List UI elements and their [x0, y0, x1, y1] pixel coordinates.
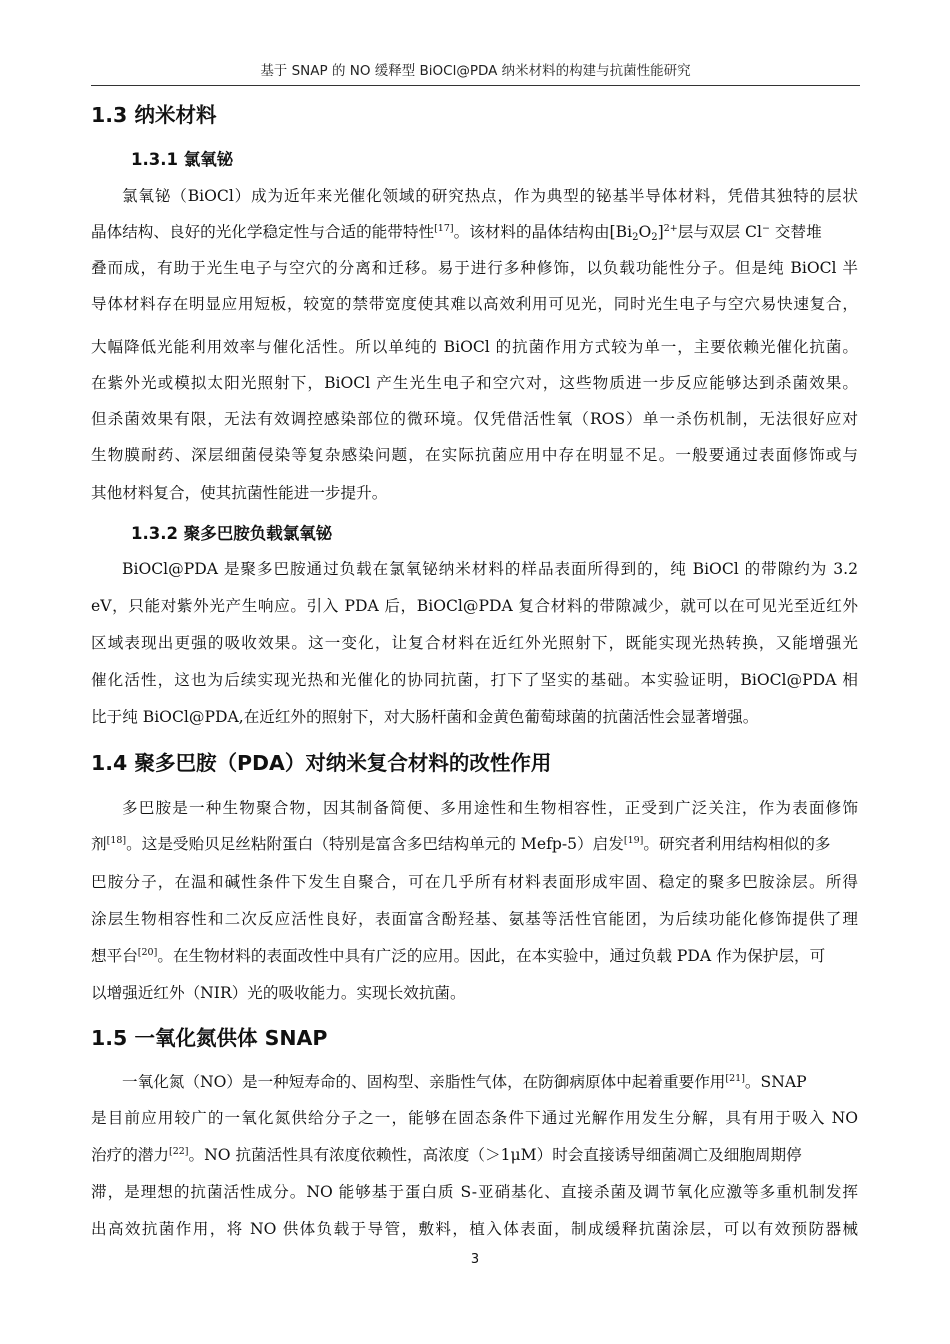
paragraph-line: 催化活性，这也为后续实现光热和光催化的协同抗菌，打下了坚实的基础。本实验证明，BiOCl@PDA 相 — [91, 671, 858, 689]
paragraph-line: 治疗的潜力[22]。NO 抗菌活性具有浓度依赖性，高浓度（＞1μM）时会直接诱导细菌凋亡及细胞周期停 — [91, 1146, 802, 1164]
running-header: 基于 SNAP 的 NO 缓释型 BiOCl@PDA 纳米材料的构建与抗菌性能研究 — [260, 63, 691, 79]
paragraph-line: 但杀菌效果有限，无法有效调控感染部位的微环境。仅凭借活性氧（ROS）单一杀伤机制，无法很好应对 — [91, 410, 858, 428]
paragraph-line: 生物膜耐药、深层细菌侵染等复杂感染问题，在实际抗菌应用中存在明显不足。一般要通过表面修饰或与 — [91, 446, 858, 464]
citation: [18] — [106, 835, 127, 846]
paragraph-line: 在紫外光或模拟太阳光照射下，BiOCl 产生光生电子和空穴对，这些物质进一步反应能够达到杀菌效果。 — [91, 374, 858, 392]
paragraph-line: 比于纯 BiOCl@PDA,在近红外的照射下，对大肠杆菌和金黄色葡萄球菌的抗菌活性会显著增强。 — [91, 708, 759, 726]
paragraph-line: 想平台[20]。在生物材料的表面改性中具有广泛的应用。因此，在本实验中，通过负载 PDA 作为保护层，可 — [91, 947, 826, 965]
citation: [22] — [168, 1146, 189, 1157]
paragraph-line: 剂[18]。这是受贻贝足丝粘附蛋白（特别是富含多巴结构单元的 Mefp-5）启发[19]。研究者利用结构相似的多 — [91, 835, 831, 853]
subsection-heading-1-3-1: 1.3.1 氯氧铋 — [131, 150, 234, 169]
section-heading-1-4: 1.4 聚多巴胺（PDA）对纳米复合材料的改性作用 — [91, 751, 552, 775]
paragraph-line: 涂层生物相容性和二次反应活性良好，表面富含酚羟基、氨基等活性官能团，为后续功能化修饰提供了理 — [91, 910, 858, 928]
paragraph-line: 大幅降低光能利用效率与催化活性。所以单纯的 BiOCl 的抗菌作用方式较为单一，主要依赖光催化抗菌。 — [91, 338, 858, 356]
paragraph-line: 巴胺分子，在温和碱性条件下发生自聚合，可在几乎所有材料表面形成牢固、稳定的聚多巴胺涂层。所得 — [91, 873, 858, 891]
citation: [17] — [434, 223, 454, 234]
citation: [21] — [725, 1073, 745, 1084]
citation: [19] — [623, 835, 644, 846]
section-heading-1-5: 1.5 一氧化氮供体 SNAP — [91, 1026, 328, 1050]
paragraph-line: 滞，是理想的抗菌活性成分。NO 能够基于蛋白质 S-亚硝基化、直接杀菌及调节氧化应激等多重机制发挥 — [91, 1183, 858, 1201]
paragraph-line: 氯氧铋（BiOCl）成为近年来光催化领域的研究热点，作为典型的铋基半导体材料，凭借其独特的层状 — [122, 187, 858, 205]
subsection-heading-1-3-2: 1.3.2 聚多巴胺负载氯氧铋 — [131, 524, 333, 543]
paragraph-line: BiOCl@PDA 是聚多巴胺通过负载在氯氧铋纳米材料的样品表面所得到的，纯 BiOCl 的带隙约为 3.2 — [122, 560, 858, 578]
citation: [20] — [137, 947, 158, 958]
header-rule — [91, 85, 860, 86]
paragraph-line: eV，只能对紫外光产生响应。引入 PDA 后，BiOCl@PDA 复合材料的带隙减少，就可以在可见光至近红外 — [91, 597, 858, 615]
paragraph-line: 一氧化氮（NO）是一种短寿命的、固构型、亲脂性气体，在防御病原体中起着重要作用[21]。SNAP — [122, 1073, 807, 1091]
paragraph-line: 导体材料存在明显应用短板，较宽的禁带宽度使其难以高效利用可见光，同时光生电子与空穴易快速复合， — [91, 295, 858, 313]
paragraph-line: 是目前应用较广的一氧化氮供给分子之一，能够在固态条件下通过光解作用发生分解，具有用于吸入 NO — [91, 1109, 858, 1127]
page-number: 3 — [470, 1252, 480, 1267]
paragraph-line: 以增强近红外（NIR）光的吸收能力。实现长效抗菌。 — [91, 984, 466, 1002]
paragraph-line: 多巴胺是一种生物聚合物，因其制备简便、多用途性和生物相容性，正受到广泛关注，作为表面修饰 — [122, 799, 858, 817]
paragraph-line: 出高效抗菌作用，将 NO 供体负载于导管，敷料，植入体表面，制成缓释抗菌涂层，可以有效预防器械 — [91, 1220, 858, 1238]
paragraph-line: 叠而成，有助于光生电子与空穴的分离和迁移。易于进行多种修饰，以负载功能性分子。但是纯 BiOCl 半 — [91, 259, 858, 277]
paragraph-line: 晶体结构、良好的光化学稳定性与合适的能带特性[17]。该材料的晶体结构由$[Bi_2O_2]^{2+}$层与双层 Cl− 交替堆 — [91, 223, 822, 243]
section-heading-1-3: 1.3 纳米材料 — [91, 103, 217, 127]
paragraph-line: 其他材料复合，使其抗菌性能进一步提升。 — [91, 484, 388, 502]
paragraph-line: 区域表现出更强的吸收效果。这一变化，让复合材料在近红外光照射下，既能实现光热转换，又能增强光 — [91, 634, 858, 652]
